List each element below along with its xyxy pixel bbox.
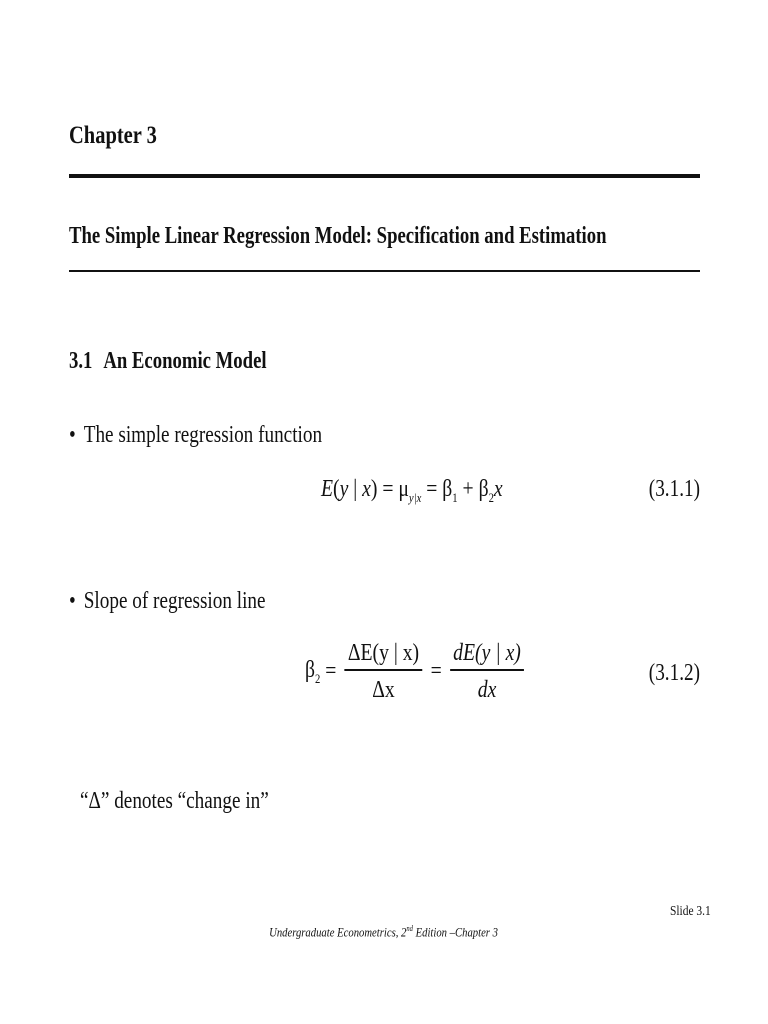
thin-divider — [69, 270, 700, 272]
section-title: An Economic Model — [103, 348, 267, 374]
bullet-regression-function — [69, 422, 322, 449]
fraction-delta — [345, 640, 423, 704]
bullet-icon: • — [69, 422, 76, 448]
fraction-numerator: dE(y | x) — [453, 640, 521, 666]
fraction-numerator: ΔE(y | x) — [347, 640, 420, 666]
bullet-slope — [69, 588, 266, 615]
equation-label-3-1-1: (3.1.1) — [648, 476, 700, 502]
fraction-denominator: Δx — [372, 676, 395, 703]
chapter-title: The Simple Linear Regression Model: Specification and Estimation — [69, 223, 607, 249]
fraction-derivative — [450, 640, 524, 704]
equation-3-1-2: $\beta_2$ = $\frac{\Delta E(y | x)}{\Delta x}$ = $\frac{dE(y | x)}{dx}$ — [305, 640, 527, 704]
section-number: 3.1 — [69, 348, 93, 374]
section-heading — [69, 348, 267, 375]
fraction-denominator: dx — [477, 676, 497, 703]
thick-divider — [69, 174, 700, 178]
footer: Undergraduate Econometrics, 2nd Edition –Chapter 3 — [269, 924, 499, 940]
slide-number: Slide 3.1 — [670, 904, 711, 919]
equation-label-3-1-2: (3.1.2) — [648, 660, 700, 686]
delta-note: “Δ” denotes “change in” — [80, 788, 269, 814]
equation-3-1-1: E(y | $x) = \mu_{y|x} = \beta_1 + \beta_2x$ — [321, 476, 503, 505]
bullet-text: Slope of regression line — [83, 588, 266, 614]
bullet-text: The simple regression function — [83, 422, 323, 448]
bullet-icon: • — [69, 588, 76, 614]
chapter-heading: Chapter 3 — [69, 122, 157, 149]
